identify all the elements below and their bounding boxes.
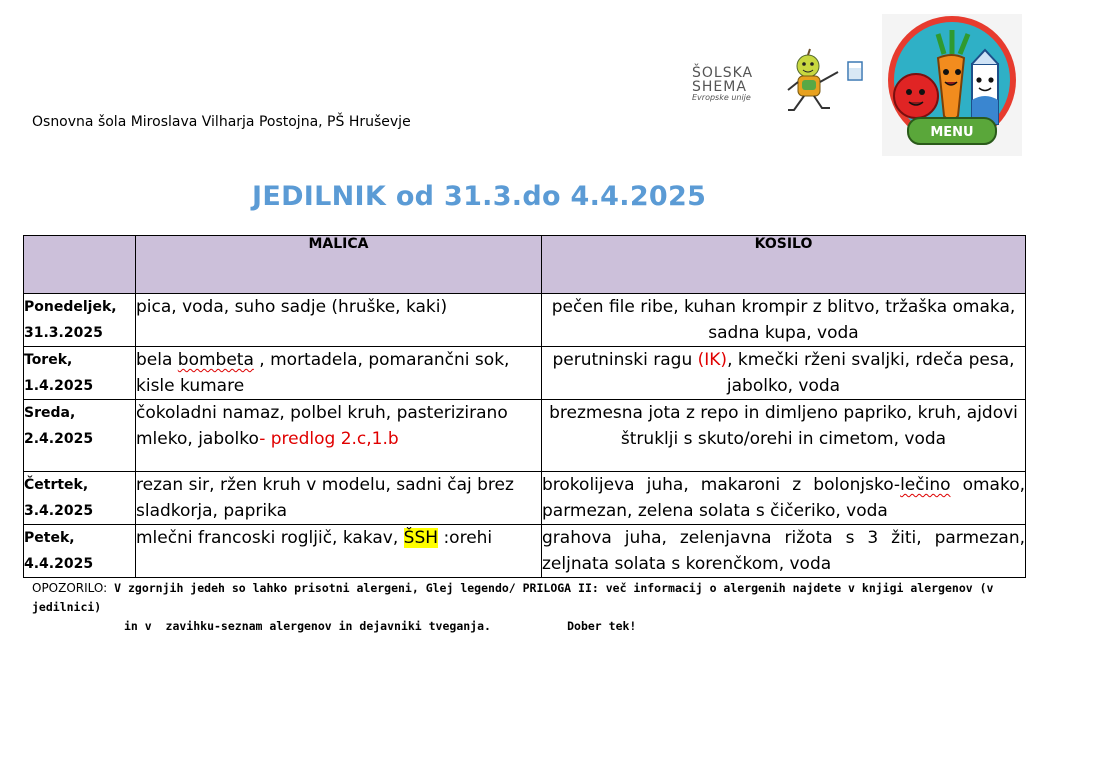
solska-shema-logo: [686, 44, 868, 124]
day-cell: [24, 400, 136, 472]
kosilo-spellcheck-word: lečino: [900, 475, 951, 495]
note-label: OPOZORILO:: [32, 581, 108, 595]
header-kosilo: KOSILO: [542, 236, 1026, 294]
table-row: [24, 347, 1026, 400]
kosilo-cell: grahova juha, zelenjavna rižota s 3 žiti, parmezan, zeljnata solata s korenčkom, voda: [542, 525, 1026, 578]
day-date: 31.3.2025: [24, 325, 103, 341]
table-row: [24, 400, 1026, 472]
table-header-row: [24, 236, 1026, 294]
day-cell: [24, 294, 136, 347]
header-malica: MALICA: [136, 236, 542, 294]
malica-text: , mortadela, pomarančni sok, kisle kumare: [136, 350, 510, 396]
malica-text: :orehi: [438, 528, 493, 548]
malica-text: mlečni francoski rogljič, kakav,: [136, 528, 404, 548]
day-cell: [24, 347, 136, 400]
shema-logo-line3: Evropske unije: [692, 93, 751, 102]
day-name: Torek,: [24, 352, 73, 368]
table-row: [24, 294, 1026, 347]
malica-cell: rezan sir, ržen kruh v modelu, sadni čaj brez sladkorja, paprika: [136, 472, 542, 525]
kosilo-cell: [542, 347, 1026, 400]
allergen-note: [32, 579, 1022, 636]
note-line2: in v zavihku-seznam alergenov in dejavniki tveganja. Dober tek!: [124, 619, 637, 633]
menu-badge-text: MENU: [930, 125, 974, 140]
day-name: Ponedeljek,: [24, 299, 117, 315]
menu-table: [23, 235, 1026, 578]
shema-logo-line1: ŠOLSKA: [692, 65, 754, 81]
malica-highlight-ssh: ŠSH: [403, 528, 439, 548]
menu-logo: [882, 14, 1022, 156]
kosilo-text: , kmečki rženi svaljki, rdeča pesa, jabolko, voda: [726, 350, 1015, 396]
day-name: Četrtek,: [24, 477, 89, 493]
table-row: [24, 472, 1026, 525]
day-date: 1.4.2025: [24, 378, 94, 394]
malica-cell: [136, 400, 542, 472]
running-fruit-icon: [686, 44, 868, 124]
malica-cell: pica, voda, suho sadje (hruške, kaki): [136, 294, 542, 347]
day-date: 3.4.2025: [24, 503, 94, 519]
day-name: Petek,: [24, 530, 75, 546]
fruit-menu-icon: [882, 14, 1022, 156]
school-name: Osnovna šola Miroslava Vilharja Postojna, PŠ Hruševje: [32, 114, 411, 130]
malica-spellcheck-word: bombeta: [177, 350, 254, 370]
table-row: [24, 525, 1026, 578]
malica-cell: [136, 347, 542, 400]
note-line1: V zgornjih jedeh so lahko prisotni alergeni, Glej legendo/ PRILOGA II: več informacij o alergenih najdete v knjigi alergenov (v jedilnici): [32, 581, 994, 614]
malica-cell: [136, 525, 542, 578]
page-title: JEDILNIK od 31.3.do 4.4.2025: [252, 181, 707, 212]
day-date: 2.4.2025: [24, 431, 94, 447]
day-cell: [24, 472, 136, 525]
kosilo-text: omako, parmezan, zelena solata s čičeriko, voda: [542, 475, 1026, 521]
header-day: [24, 236, 136, 294]
kosilo-cell: pečen file ribe, kuhan krompir z blitvo, tržaška omaka, sadna kupa, voda: [542, 294, 1026, 347]
kosilo-cell: [542, 472, 1026, 525]
malica-text: čokoladni namaz, polbel kruh, pasterizirano mleko, jabolko: [136, 403, 508, 449]
day-name: Sreda,: [24, 405, 76, 421]
malica-text: bela: [136, 350, 178, 370]
kosilo-text: brokolijeva juha, makaroni z bolonjsko-: [542, 475, 901, 495]
day-date: 4.4.2025: [24, 556, 94, 572]
day-cell: [24, 525, 136, 578]
kosilo-red-note: (IK): [697, 350, 728, 370]
shema-logo-line2: SHEMA: [692, 79, 747, 95]
kosilo-cell: brezmesna jota z repo in dimljeno papriko, kruh, ajdovi štruklji s skuto/orehi in cimetom, voda: [542, 400, 1026, 472]
kosilo-text: perutninski ragu: [552, 350, 698, 370]
malica-red-note: - predlog 2.c,1.b: [259, 429, 399, 449]
